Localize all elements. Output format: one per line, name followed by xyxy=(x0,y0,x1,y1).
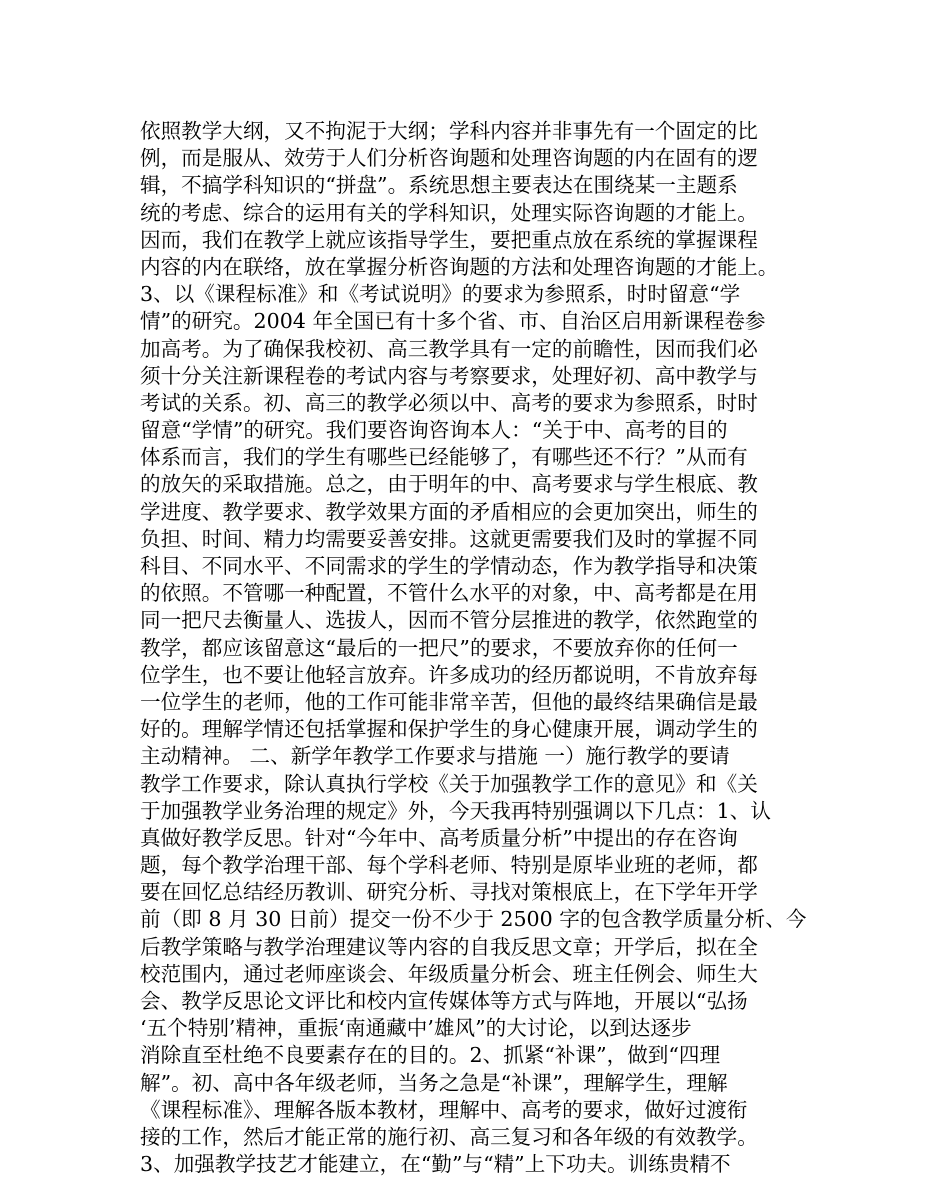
text-line: 3、加强教学技艺才能建立，在“勤”与“精”上下功夫。训练贵精不 xyxy=(140,1152,731,1177)
text-line: ‘五个特别’精神，重振‘南通藏中’雄风”的大讨论，以到达逐步 xyxy=(140,1016,692,1041)
text-line: 前（即 8 月 30 日前）提交一份不少于 2500 字的包含教学质量分析、今 xyxy=(140,907,807,932)
text-line: 解”。初、高中各年级老师，当务之急是“补课”，理解学生，理解 xyxy=(140,1070,728,1095)
text-line: 学进度、教学要求、教学效果方面的矛盾相应的会更加突出，师生的 xyxy=(140,499,758,524)
text-line: 消除直至杜绝不良要素存在的目的。2、抓紧“补课”，做到“四理 xyxy=(140,1043,721,1068)
text-line: 会、教学反思论文评比和校内宣传媒体等方式与阵地，开展以“弘扬 xyxy=(140,989,748,1013)
text-line: 内容的内在联络，放在掌握分析咨询题的方法和处理咨询题的才能上。 xyxy=(140,254,779,279)
text-line: 题，每个教学治理干部、每个学科老师、特别是原毕业班的老师，都 xyxy=(140,853,758,878)
text-line: 后教学策略与教学治理建议等内容的自我反思文章；开学后，拟在全 xyxy=(140,934,758,959)
text-line: 统的考虑、综合的运用有关的学科知识，处理实际咨询题的才能上。 xyxy=(140,200,758,225)
text-line: 教学工作要求，除认真执行学校《关于加强教学工作的意见》和《关 xyxy=(140,771,758,796)
text-line: 要在回忆总结经历教训、研究分析、寻找对策根底上，在下学年开学 xyxy=(140,880,758,905)
text-line: 例，而是服从、效劳于人们分析咨询题和处理咨询题的内在固有的逻 xyxy=(140,146,758,171)
text-line: 校范围内，通过老师座谈会、年级质量分析会、班主任例会、师生大 xyxy=(140,961,758,986)
text-line: 接的工作，然后才能正常的施行初、高三复习和各年级的有效教学。 xyxy=(140,1124,758,1149)
text-line: 好的。理解学情还包括掌握和保护学生的身心健康开展，调动学生的 xyxy=(140,717,758,742)
text-line: 《课程标准》、理解各版本教材，理解中、高考的要求，做好过渡衔 xyxy=(140,1097,748,1122)
text-line: 负担、时间、精力均需要妥善安排。这就更需要我们及时的掌握不同 xyxy=(140,526,758,551)
text-line: 情”的研究。2004 年全国已有十多个省、市、自治区启用新课程卷参 xyxy=(140,309,766,334)
text-line: 体系而言，我们的学生有哪些已经能够了，有哪些还不行？”从而有 xyxy=(140,445,748,470)
text-line: 依照教学大纲，又不拘泥于大纲；学科内容并非事先有一个固定的比 xyxy=(140,119,758,143)
text-line: 同一把尺去衡量人、选拔人，因而不管分层推进的教学，依然跑堂的 xyxy=(140,608,758,633)
text-line: 须十分关注新课程卷的考试内容与考察要求，处理好初、高中教学与 xyxy=(140,363,758,388)
text-line: 一位学生的老师，他的工作可能非常辛苦，但他的最终结果确信是最 xyxy=(140,689,758,714)
text-line: 3、以《课程标准》和《考试说明》的要求为参照系，时时留意“学 xyxy=(140,282,741,307)
text-line: 主动精神。 二、新学年教学工作要求与措施 一）施行教学的要请 xyxy=(140,744,730,769)
text-line: 留意“学情”的研究。我们要咨询咨询本人：“关于中、高考的目的 xyxy=(140,418,728,443)
text-line: 科目、不同水平、不同需求的学生的学情动态，作为教学指导和决策 xyxy=(140,554,758,578)
text-line: 真做好教学反思。针对“今年中、高考质量分析”中提出的存在咨询 xyxy=(140,825,738,850)
text-line: 于加强教学业务治理的规定》外，今天我再特别强调以下几点：1、认 xyxy=(140,798,771,823)
text-line: 因而，我们在教学上就应该指导学生，要把重点放在系统的掌握课程 xyxy=(140,227,758,252)
text-line: 教学，都应该留意这“最后的一把尺”的要求，不要放弃你的任何一 xyxy=(140,635,738,660)
text-line: 的放矢的采取措施。总之，由于明年的中、高考要求与学生根底、教 xyxy=(140,472,758,497)
text-line: 加高考。为了确保我校初、高三教学具有一定的前瞻性，因而我们必 xyxy=(140,336,758,361)
body-text xyxy=(140,118,820,1178)
text-line: 的依照。不管哪一种配置，不管什么水平的对象，中、高考都是在用 xyxy=(140,581,758,606)
text-line: 考试的关系。初、高三的教学必须以中、高考的要求为参照系，时时 xyxy=(140,390,758,415)
text-line: 辑，不搞学科知识的“拼盘”。系统思想主要表达在围绕某一主题系 xyxy=(140,173,738,198)
text-line: 位学生，也不要让他轻言放弃。许多成功的经历都说明，不肯放弃每 xyxy=(140,662,758,687)
